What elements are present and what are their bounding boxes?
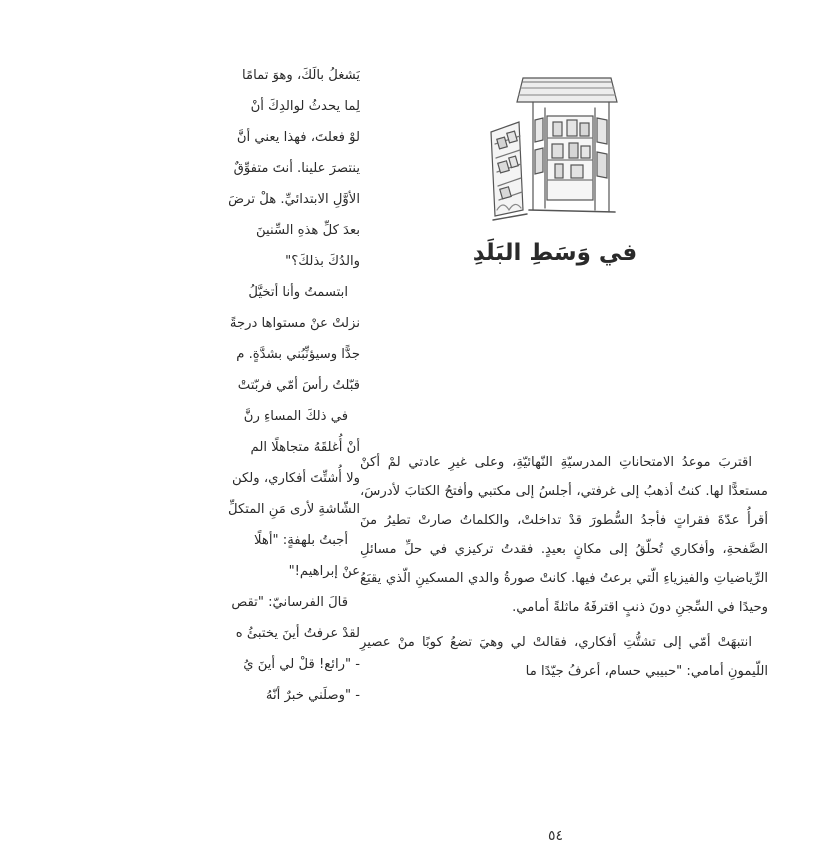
text-line: - "وصلَني خبرٌ أنّهُ <box>265 688 360 703</box>
text-line: بعدَ كلِّ هذهِ السِّنينَ <box>255 223 360 238</box>
text-line: ابتسمتُ وأنا أتخيَّلُ <box>248 285 348 300</box>
page-number: ٥٤ <box>548 828 564 844</box>
text-line: لقدْ عرفتُ أينَ يختبئُ ه <box>235 626 360 641</box>
text-line: قالَ الفرسانيّ: "تقص <box>231 595 348 610</box>
text-line: عنْ إبراهيم!" <box>288 564 360 579</box>
right-page-text <box>360 448 768 686</box>
paragraph: انتبهَتْ أمّي إلى تشتُّتِ أفكاري، فقالتْ لي وهيَ تضعُ كوبًا منْ عصيرِ اللّيمونِ أمامي: "حبيبي حسام، أعرفُ جيّدًا ما <box>360 635 768 679</box>
text-line: الأوَّلِ الابتدائيِّ. هلْ ترضَ <box>228 192 360 207</box>
text-line: أنْ أُغلقَهُ متجاهلًا الم <box>250 440 360 455</box>
text-line: قبّلتُ رأسَ أمّي فربّتتْ <box>237 378 360 393</box>
text-line: - "رائع! قلْ لي أينَ يُ <box>243 657 360 672</box>
text-line: نزلتْ عنْ مستواها درجةً <box>229 316 360 331</box>
text-line: لوْ فعلتَ، فهذا يعني أنَّ <box>236 130 360 145</box>
text-line: جدًّا وسيؤنِّبُني بشدَّةٍ. م <box>236 347 360 362</box>
left-page-text <box>0 60 360 711</box>
text-line: والدُكَ بذلكَ؟" <box>285 254 360 269</box>
text-line: ولا أُشتِّتَ أفكاري، ولكن <box>231 471 360 486</box>
chapter-title: في وَسَطِ البَلَدِ <box>472 240 638 266</box>
text-line: في ذلكَ المساءِ رنَّ <box>243 409 348 424</box>
newsstand-illustration <box>483 60 623 235</box>
text-line: لِما يحدثُ لوالدِكَ أنْ <box>250 99 360 114</box>
paragraph: اقتربَ موعدُ الامتحاناتِ المدرسيّةِ النّهائيّةِ، وعلى غيرِ عادتي لمْ أكنْ مستعدًّا لها. كنتُ أذهبُ إلى غرفتي، أجلسُ إلى مكتبي وأفتحُ الكتابَ لأدرسَ، أقرأُ عدّةَ فقراتٍ فأجدُ السُّطورَ قدْ تداخلتْ، والكلماتُ صارتْ تطيرُ منَ الصَّفحةِ، وأفكاري تُحلّقُ إلى مكانٍ بعيدٍ. فقدتُ تركيزي في حلِّ مسائلِ الرِّياضياتِ والفيزياءِ الّتي برعتُ فيها. كانتْ صورةُ والدي المسكينِ الّذي يقبَعُ وحيدًا في السِّجنِ دونَ ذنبٍ اقترفَهُ ماثلةً أمامي. <box>360 455 768 615</box>
text-line: يَشغلُ بالَكَ، وهوَ تمامًا <box>242 68 360 83</box>
text-line: أجبتُ بلهفةٍ: "أهلًا <box>254 533 348 548</box>
text-line: ينتصرَ علينا. أنتَ متفوِّقٌ <box>233 161 360 176</box>
text-line: الشّاشةِ لأرى مَنِ المتكلِّ <box>227 502 360 517</box>
